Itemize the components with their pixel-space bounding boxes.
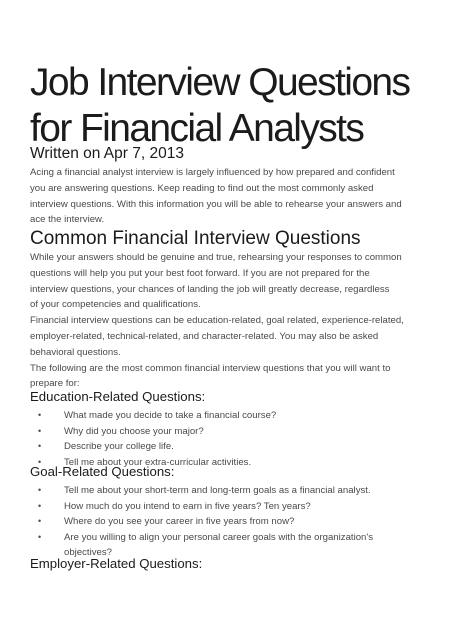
paragraph-line: While your answers should be genuine and true, rehearsing your responses to common — [30, 252, 402, 263]
question-text: Are you willing to align your personal career goals with the organization's — [64, 531, 374, 543]
question-text: How much do you intend to earn in five years? Ten years? — [64, 500, 311, 512]
paragraph-line: interview questions, your chances of landing the job will greatly decrease, regardless — [30, 283, 390, 295]
written-date: Written on Apr 7, 2013 — [30, 145, 184, 162]
question-text: What made you decide to take a financial course? — [64, 410, 277, 421]
list-item — [30, 530, 450, 546]
paragraph-line: prepare for: — [30, 378, 80, 390]
list-item — [30, 439, 450, 455]
intro-line: Acing a financial analyst interview is largely influenced by how prepared and confident — [30, 167, 395, 178]
section-education — [30, 388, 450, 470]
title-line: Job Interview Questions — [30, 61, 410, 104]
title-line: for Financial Analysts — [30, 107, 364, 150]
list-item — [30, 408, 450, 424]
question-text: Tell me about your extra-curricular activities. — [64, 456, 252, 468]
bullet-icon: • — [38, 485, 42, 495]
question-text: Describe your college life. — [64, 441, 174, 453]
section-heading-common: Common Financial Interview Questions — [30, 228, 361, 249]
bullet-icon: • — [38, 531, 42, 542]
paragraph-line: behavioral questions. — [30, 346, 121, 358]
list-item — [30, 514, 450, 530]
question-list — [30, 408, 450, 470]
paragraph-line: of your competencies and qualifications. — [30, 299, 201, 311]
list-item — [30, 424, 450, 440]
bullet-icon: • — [38, 516, 42, 527]
section-employer — [30, 555, 450, 573]
bullet-icon: • — [38, 410, 42, 420]
list-item — [30, 483, 450, 499]
section-heading: Goal-Related Questions: — [30, 464, 175, 479]
paragraph-line: Financial interview questions can be education-related, goal related, experience-related, — [30, 315, 404, 327]
paragraph-line: employer-related, technical-related, and character-related. You may also be asked — [30, 330, 379, 342]
bullet-icon: • — [38, 500, 42, 511]
question-list — [30, 483, 450, 561]
intro-paragraph — [30, 165, 455, 228]
bullet-icon: • — [38, 456, 42, 467]
bullet-icon: • — [38, 441, 42, 452]
question-text: objectives? — [64, 547, 112, 559]
intro-line: ace the interview. — [30, 214, 105, 226]
document-title — [30, 60, 460, 152]
list-item — [30, 499, 450, 515]
question-text: Why did you choose your major? — [64, 425, 204, 437]
intro-line: interview questions. With this information you will be able to rehearse your answers and — [30, 198, 402, 210]
question-text: Tell me about your short-term and long-term goals as a financial analyst. — [64, 485, 371, 496]
bullet-icon: • — [38, 425, 42, 436]
common-paragraphs — [30, 250, 458, 392]
paragraph-line: questions will help you put your best foot forward. If you are not prepared for the — [30, 267, 370, 279]
section-heading: Education-Related Questions: — [30, 389, 206, 404]
section-goal — [30, 463, 450, 561]
intro-line: you are answering questions. Keep reading to find out the most commonly asked — [30, 182, 374, 194]
paragraph-line: The following are the most common financial interview questions that you will want to — [30, 362, 391, 374]
question-text: Where do you see your career in five years from now? — [64, 516, 295, 528]
section-heading: Employer-Related Questions: — [30, 556, 203, 571]
